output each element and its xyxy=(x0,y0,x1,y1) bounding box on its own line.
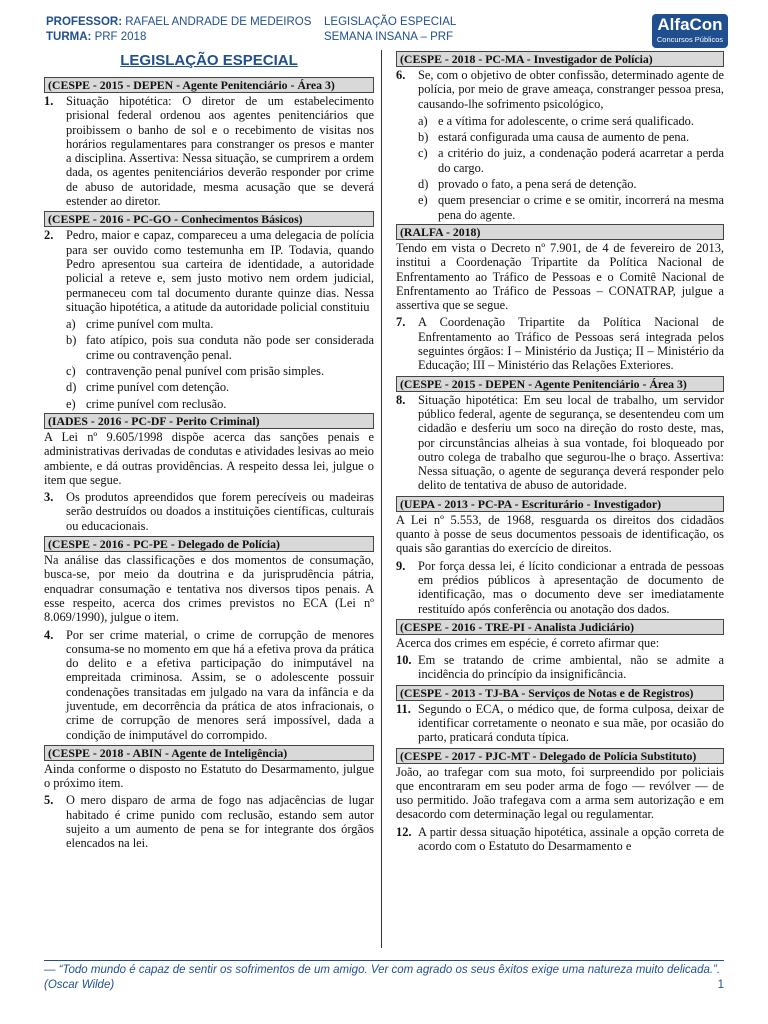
question-3 xyxy=(44,490,374,533)
question-5 xyxy=(44,793,374,850)
question-text: Por ser crime material, o crime de corrupção de menores consuma-se no momento em que há a efetiva prova da prática do delito e a efetiva participação do inimputável na empreitada criminosa. Assim, se o adolescente possuir condenações transitadas em julgado na vara da infância e da juventude, em decorrência da prática de atos infracionais, o crime de corrupção de menores será impossível, dada a condição de inimputável do corrompido. xyxy=(66,627,374,742)
question-text: Pedro, maior e capaz, compareceu a uma delegacia de polícia para ser ouvido como testemunha em IP. Todavia, quando Pedro apresentou sua carteira de identidade, a autoridade policial a reteve e, sem justo motivo nem ordem judicial, permaneceu com tal documento durante quinze dias. Nessa situação hipotética, a atitude da autoridade policial constituiu xyxy=(66,228,374,314)
question-text: Situação hipotética: Em seu local de trabalho, um servidor público federal, agente de segurança, se desentendeu com um cidadão e desferiu um soco na direção do rosto deste, mas, por circunstâncias alheias à sua vontade, foi bloqueado por outro colega de trabalho que segurou-lhe o braço. Assertiva: Nessa situação, o agente de segurança deverá responder pelo delito de tentativa de abuso de autoridade. xyxy=(418,392,724,493)
question-4 xyxy=(44,628,374,742)
context-text: Tendo em vista o Decreto nº 7.901, de 4 de fevereiro de 2013, institui a Coordenação Tripartite da Política Nacional de Enfrentamento ao Tráfico de Pessoas e o Comitê Nacional de Enfrentamento ao Tráfico de Pessoas – CONATRAP, julgue a assertiva que se segue. xyxy=(396,240,724,313)
option-b xyxy=(418,130,724,144)
option-text: crime punível com multa. xyxy=(86,317,214,332)
section-header: (UEPA - 2013 - PC-PA - Escriturário - Investigador) xyxy=(396,496,724,512)
section-header: (CESPE - 2016 - TRE-PI - Analista Judiciário) xyxy=(396,619,724,635)
option-text: provado o fato, a pena será de detenção. xyxy=(438,177,637,192)
question-7 xyxy=(396,315,724,372)
left-column xyxy=(44,50,374,854)
option-text: e a vítima for adolescente, o crime será qualificado. xyxy=(438,113,694,128)
turma-line xyxy=(46,31,146,43)
context-text: Na análise das classificações e dos momentos de consumação, busca-se, por meio da doutrina e da jurisprudência pátria, enquadrar consumação e tentativa nos diversos tipos penais. A esse respeito, acerca dos crimes previstos no ECA (Lei nº 8.069/1990), julgue o item. xyxy=(44,553,374,625)
alfacon-logo xyxy=(652,14,728,48)
logo-text: AlfaCon xyxy=(657,15,723,34)
option-text: crime punível com reclusão. xyxy=(86,396,227,411)
question-text: O mero disparo de arma de fogo nas adjacências de lugar habitado é crime punido com reclusão, estando sem autor sujeito a um aumento de pena se for integrante dos órgãos elencados na lei. xyxy=(66,793,374,851)
option-text: crime punível com detenção. xyxy=(86,380,230,395)
option-letter: d) xyxy=(66,380,77,395)
question-text: Os produtos apreendidos que forem perecíveis ou madeiras serão destruídos ou doados a instituições científicas, culturais ou educacionais. xyxy=(66,490,374,533)
professor-name: RAFAEL ANDRADE DE MEDEIROS xyxy=(125,16,312,28)
column-divider xyxy=(381,50,382,948)
right-column xyxy=(396,50,724,856)
option-letter: b) xyxy=(418,130,429,145)
option-d xyxy=(418,177,724,191)
question-number: 4. xyxy=(44,627,54,642)
option-letter: d) xyxy=(418,177,429,192)
question-11 xyxy=(396,702,724,745)
option-b xyxy=(66,333,374,362)
question-number: 10. xyxy=(396,653,412,668)
turma-value: PRF 2018 xyxy=(94,31,147,43)
footer-quote: — “Todo mundo é capaz de sentir os sofrimentos de um amigo. Ver com agrado os seus êxitos exige uma natureza muito delicada.”. (Oscar Wilde) xyxy=(44,964,721,991)
section-header: (CESPE - 2018 - ABIN - Agente de Inteligência) xyxy=(44,745,374,761)
section-header: (CESPE - 2015 - DEPEN - Agente Penitenciário - Área 3) xyxy=(44,77,374,93)
option-letter: c) xyxy=(66,364,76,379)
question-text: Segundo o ECA, o médico que, de forma culposa, deixar de identificar corretamente o neonato e sua mãe, por ocasião do parto, praticará conduta típica. xyxy=(418,701,724,745)
section-header: (CESPE - 2016 - PC-GO - Conhecimentos Básicos) xyxy=(44,211,374,227)
option-a xyxy=(66,317,374,331)
question-9 xyxy=(396,559,724,616)
context-text: A Lei nº 9.605/1998 dispõe acerca das sanções penais e administrativas derivadas de condutas e atividades lesivas ao meio ambiente, e dá outras providências. A respeito dessa lei, julgue o item que segue. xyxy=(44,429,374,487)
professor-label: PROFESSOR: xyxy=(46,16,123,28)
question-number: 5. xyxy=(44,793,54,808)
section-header: (IADES - 2016 - PC-DF - Perito Criminal) xyxy=(44,413,374,429)
question-10 xyxy=(396,653,724,682)
question-1 xyxy=(44,94,374,208)
question-number: 3. xyxy=(44,490,54,505)
question-text: Em se tratando de crime ambiental, não se admite a incidência do princípio da insignificância. xyxy=(418,653,724,682)
context-text: Acerca dos crimes em espécie, é correto afirmar que: xyxy=(396,635,660,650)
section-header: (CESPE - 2016 - PC-PE - Delegado de Polícia) xyxy=(44,536,374,552)
question-text: A partir dessa situação hipotética, assinale a opção correta de acordo com o Estatuto do Desarmamento e xyxy=(418,824,724,854)
option-letter: e) xyxy=(418,193,428,208)
page-title: LEGISLAÇÃO ESPECIAL xyxy=(120,52,298,69)
question-text: Por força dessa lei, é lícito condicionar a entrada de pessoas em prédios públicos à apresentação de documento de identificação, mas o documento deve ser imediatamente restituído após conferência ou anotação dos dados. xyxy=(418,558,724,616)
option-e xyxy=(66,397,374,411)
question-text: Se, com o objetivo de obter confissão, determinado agente de polícia, por meio de grave ameaça, constranger pessoa presa, causando-lhe sofrimento psicológico, xyxy=(418,68,724,111)
professor-line xyxy=(46,16,311,28)
question-2 xyxy=(44,228,374,314)
question-text: Situação hipotética: O diretor de um estabelecimento prisional federal ordenou aos agentes penitenciários que proibissem o banho de sol e o recebimento de visitas nos horários regulamentares para constranger os presos e manter a disciplina. Assertiva: Nessa situação, se cumprirem a ordem dada, os agentes penitenciários deverão responder por crime de abuso de autoridade, mesma acusação que se deverá estender ao diretor. xyxy=(66,94,374,209)
turma-label: TURMA: xyxy=(46,31,92,43)
option-a xyxy=(418,114,724,128)
question-6 xyxy=(396,68,724,111)
section-header: (CESPE - 2015 - DEPEN - Agente Penitenciário - Área 3) xyxy=(396,376,724,392)
section-header: (CESPE - 2013 - TJ-BA - Serviços de Notas e de Registros) xyxy=(396,685,724,701)
question-number: 1. xyxy=(44,94,54,108)
question-text: A Coordenação Tripartite da Política Nacional de Enfrentamento ao Tráfico de Pessoas será integrada pelos seguintes órgãos: I – Ministério da Justiça; II – Ministério da Educação; III – Ministério das Relações Exteriores. xyxy=(418,315,724,373)
context-text: João, ao trafegar com sua moto, foi surpreendido por policiais que encontraram em seu poder arma de fogo — revólver — de uso permitido. João trafegava com a arma sem autorização e em desacordo com determinação legal ou regulamentar. xyxy=(396,764,724,822)
option-letter: b) xyxy=(66,333,77,348)
option-letter: a) xyxy=(418,113,428,128)
option-letter: c) xyxy=(418,146,428,161)
logo-subtext: Concursos Públicos xyxy=(656,35,724,44)
option-c xyxy=(418,146,724,175)
option-text: quem presenciar o crime e se omitir, incorrerá na mesma pena do agente. xyxy=(438,193,724,222)
section-header: (CESPE - 2018 - PC-MA - Investigador de Polícia) xyxy=(396,51,724,67)
option-text: estará configurada uma causa de aumento de pena. xyxy=(438,130,690,145)
question-8 xyxy=(396,393,724,493)
section-header: (CESPE - 2017 - PJC-MT - Delegado de Polícia Substituto) xyxy=(396,748,724,764)
context-text: Ainda conforme o disposto no Estatuto do Desarmamento, julgue o próximo item. xyxy=(44,761,374,791)
page-header xyxy=(0,0,768,52)
question-number: 2. xyxy=(44,228,54,243)
question-number: 8. xyxy=(396,392,406,407)
footer-divider xyxy=(44,960,724,961)
option-letter: e) xyxy=(66,396,76,411)
question-number: 11. xyxy=(396,701,411,716)
question-number: 7. xyxy=(396,315,406,330)
option-text: fato atípico, pois sua conduta não pode ser considerada crime ou contravenção penal. xyxy=(86,333,374,362)
week-label: SEMANA INSANA – PRF xyxy=(324,31,454,43)
context-text: A Lei nº 5.553, de 1968, resguarda os direitos dos cidadãos quanto à posse de seus documentos pessoais de identificação, os quais são garantias do exercício de direitos. xyxy=(396,512,724,556)
section-header: (RALFA - 2018) xyxy=(396,224,724,240)
question-number: 12. xyxy=(396,824,412,839)
question-12 xyxy=(396,825,724,854)
option-e xyxy=(418,193,724,222)
question-number: 6. xyxy=(396,68,406,82)
option-text: a critério do juiz, a condenação poderá acarretar a perda do cargo. xyxy=(438,146,724,175)
option-text: contravenção penal punível com prisão simples. xyxy=(86,364,325,379)
option-c xyxy=(66,364,374,378)
option-d xyxy=(66,380,374,394)
subject-label: LEGISLAÇÃO ESPECIAL xyxy=(324,16,457,28)
option-letter: a) xyxy=(66,317,76,332)
page-number: 1 xyxy=(717,979,724,991)
question-number: 9. xyxy=(396,558,406,573)
